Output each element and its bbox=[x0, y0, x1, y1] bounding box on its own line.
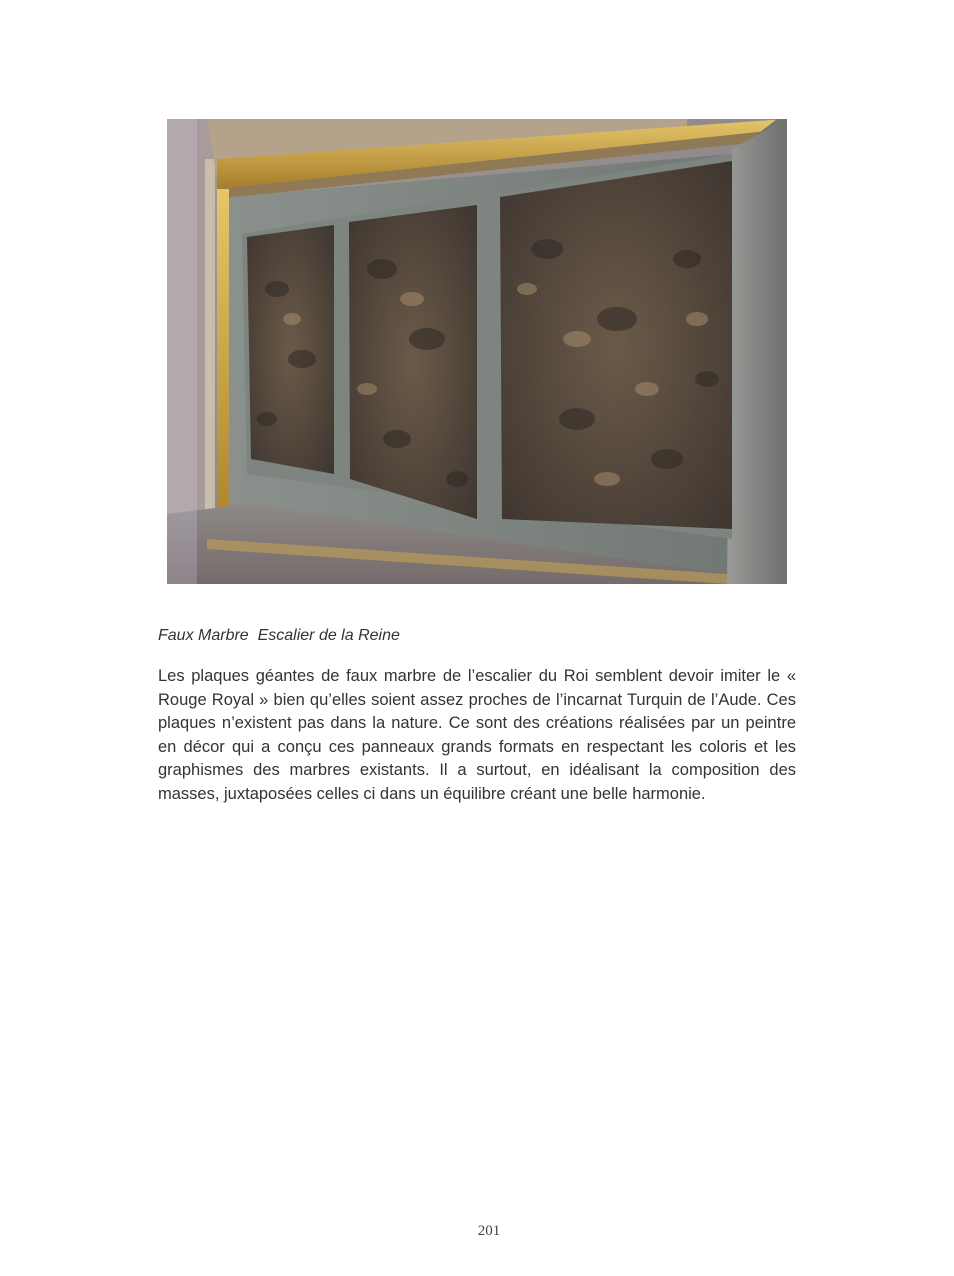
marble-panel-illustration bbox=[167, 119, 787, 584]
page-number: 201 bbox=[477, 1223, 501, 1239]
body-paragraph: Les plaques géantes de faux marbre de l’escalier du Roi semblent devoir imiter le « Rouge Royal » bien qu’elles soient assez proches de l’incarnat Turquin de l’Aude. Ces plaques n’existent pas dans la nature. Ce sont des créations réalisées par un peintre en décor qui a conçu ces panneaux grands formats en respectant les coloris et les graphismes des marbres existants. Il a surtout, en idéalisant la composition des masses, juxtaposées celles ci dans un équilibre créant une belle harmonie. bbox=[158, 667, 796, 803]
figure-caption: Faux Marbre Escalier de la Reine bbox=[158, 627, 400, 644]
marble-panel-photo bbox=[167, 119, 787, 584]
